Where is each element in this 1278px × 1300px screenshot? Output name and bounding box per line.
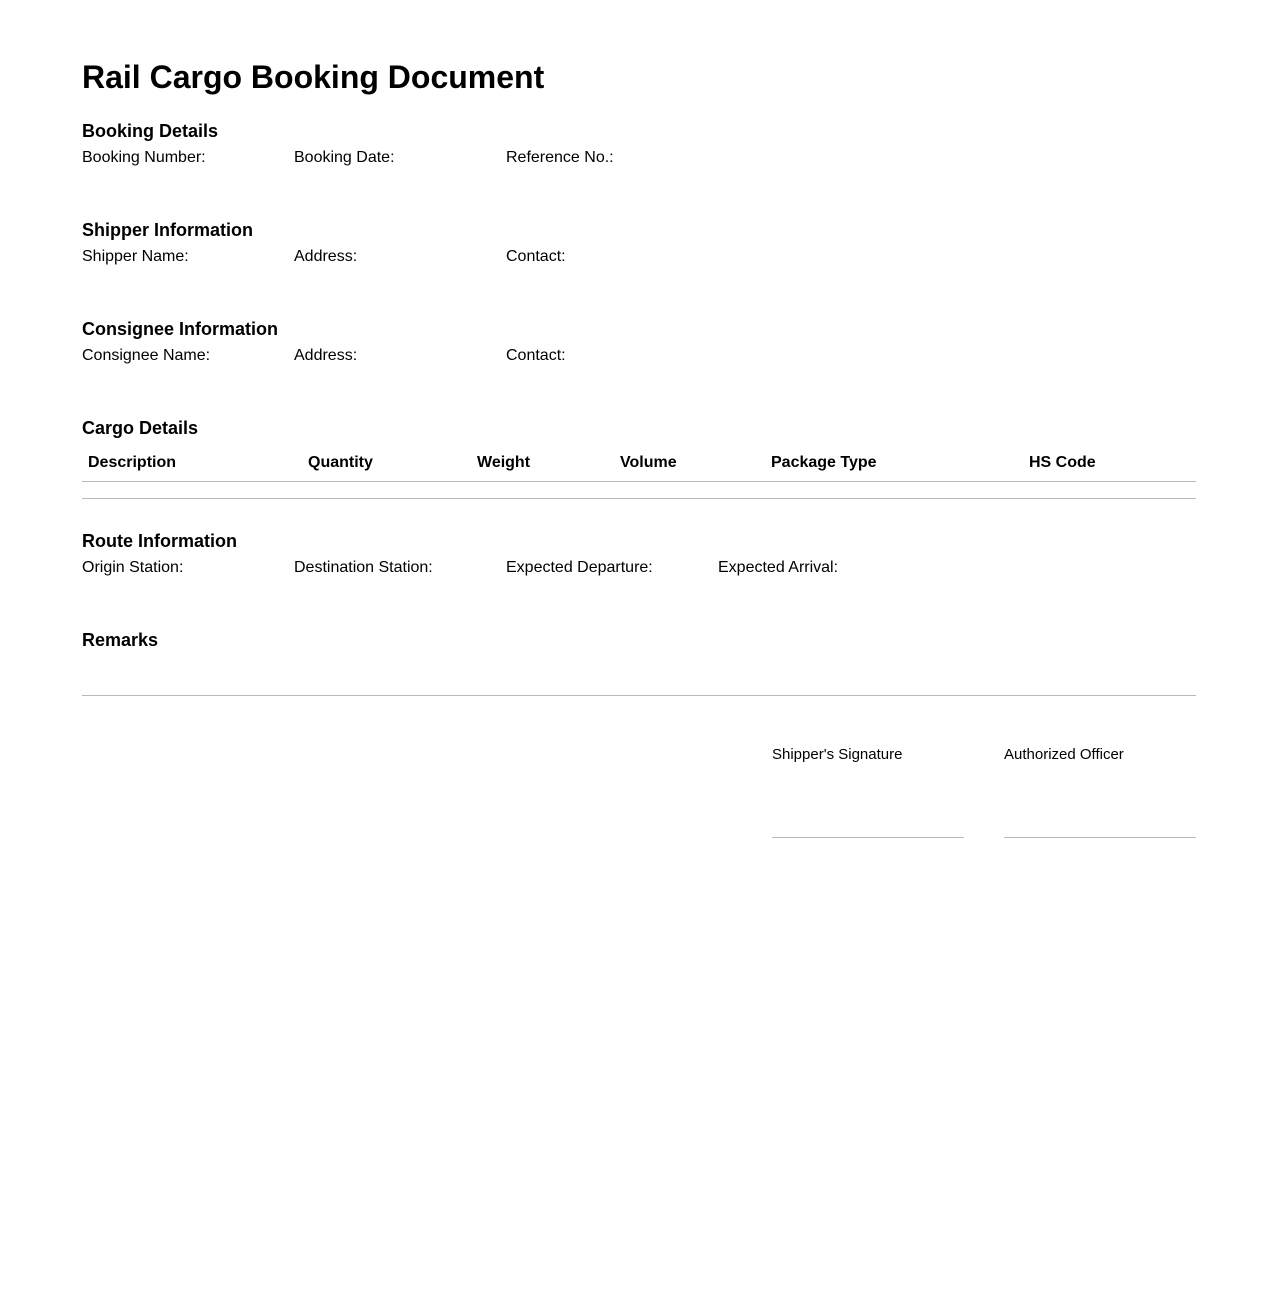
cargo-col-package-type: Package Type [771,454,877,471]
authorized-officer-line [1004,837,1196,838]
booking-number-label: Booking Number: [82,149,206,166]
cargo-table-row [82,482,1196,499]
consignee-contact-label: Contact: [506,347,566,364]
shipper-signature-block [772,745,964,838]
shipper-signature-label: Shipper's Signature [772,746,903,763]
shipper-information-heading: Shipper Information [82,220,253,240]
authorized-officer-block [1004,745,1196,838]
cargo-col-weight: Weight [477,454,531,471]
shipper-information-row [82,247,1196,267]
authorized-officer-label: Authorized Officer [1004,746,1124,763]
shipper-address-label: Address: [294,248,358,265]
consignee-information-row [82,346,1196,366]
cargo-col-hs-code: HS Code [1029,454,1096,471]
shipper-contact-label: Contact: [506,248,566,265]
shipper-name-label: Shipper Name: [82,248,189,265]
booking-details-row [82,148,1196,168]
shipper-signature-line [772,837,964,838]
remarks-heading: Remarks [82,630,159,650]
booking-date-label: Booking Date: [294,149,395,166]
cargo-details-heading: Cargo Details [82,418,199,438]
cargo-table-header [82,450,1196,482]
consignee-information-heading: Consignee Information [82,319,279,339]
destination-station-label: Destination Station: [294,559,433,576]
remarks-line [82,695,1196,696]
cargo-col-volume: Volume [620,454,677,471]
document-title: Rail Cargo Booking Document [82,59,545,95]
expected-departure-label: Expected Departure: [506,559,653,576]
cargo-col-quantity: Quantity [308,454,373,471]
booking-details-heading: Booking Details [82,121,219,141]
route-information-row [82,558,1196,578]
reference-no-label: Reference No.: [506,149,614,166]
consignee-address-label: Address: [294,347,358,364]
cargo-col-description: Description [88,454,177,471]
origin-station-label: Origin Station: [82,559,184,576]
consignee-name-label: Consignee Name: [82,347,211,364]
route-information-heading: Route Information [82,531,237,551]
expected-arrival-label: Expected Arrival: [718,559,839,576]
